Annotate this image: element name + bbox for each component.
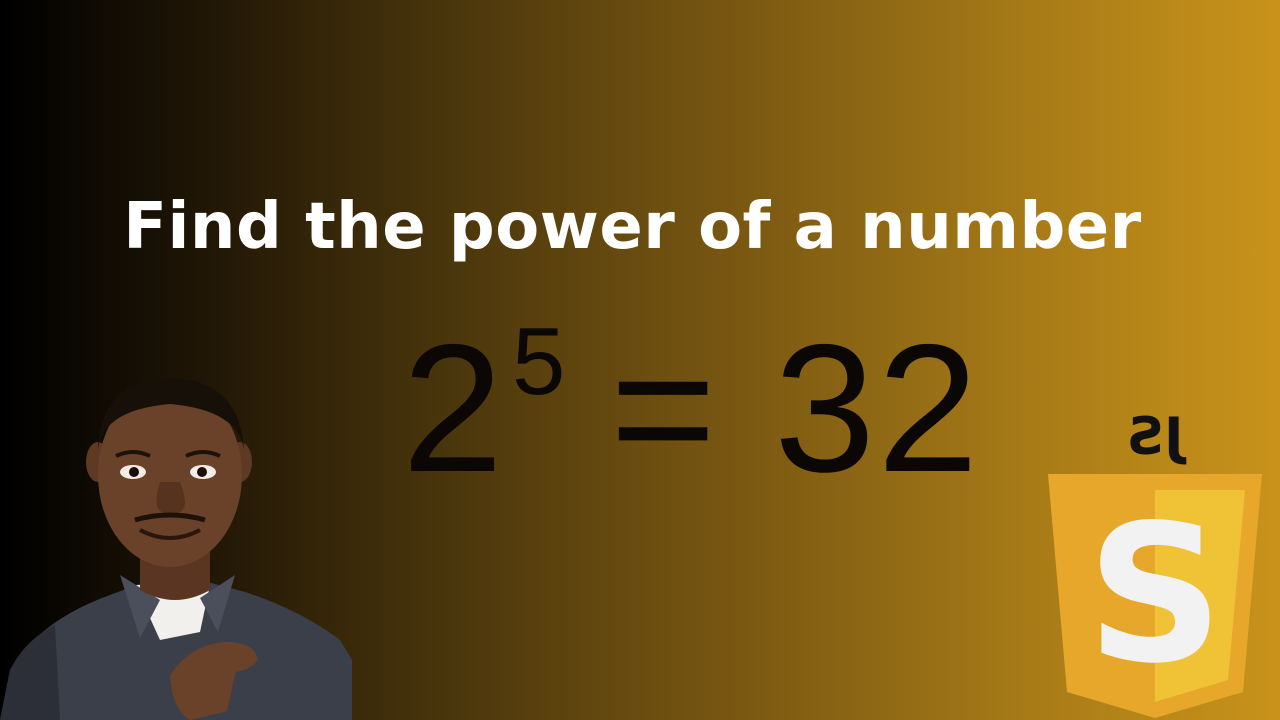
- page-title: Find the power of a number: [123, 190, 1142, 264]
- logo-glyph: S: [1086, 484, 1224, 705]
- javascript-logo: [1040, 408, 1270, 720]
- presenter-photo: [0, 370, 352, 720]
- equation-result: 32: [774, 306, 981, 510]
- logo-label: JS: [1126, 408, 1184, 467]
- equation-base: 2: [402, 306, 504, 510]
- equation-equals: =: [610, 306, 717, 510]
- equation-exponent: 5: [512, 308, 566, 415]
